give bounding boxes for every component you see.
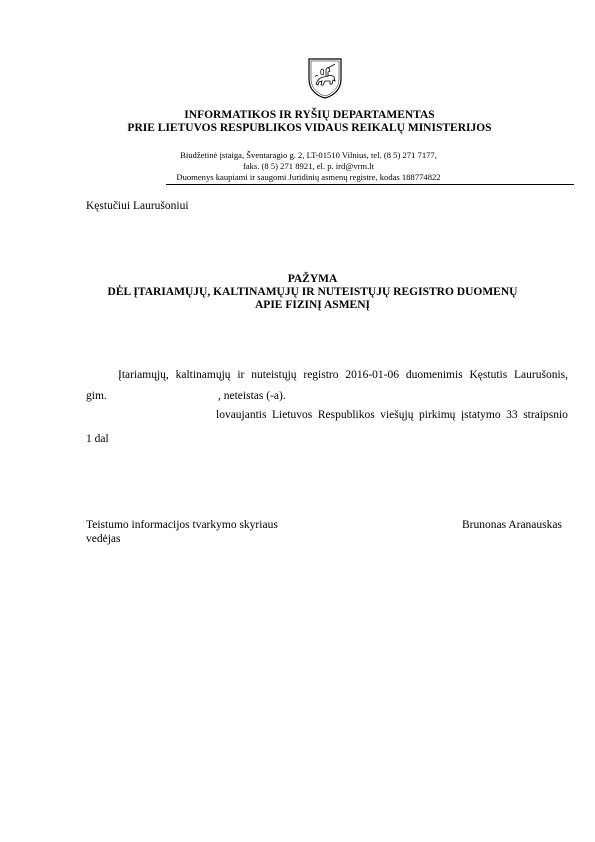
department-name-line2: PRIE LIETUVOS RESPUBLIKOS VIDAUS REIKALŲ MINISTERIJOS (127, 122, 492, 134)
header-divider (166, 184, 574, 185)
signatory-position-line1: Teistumo informacijos tvarkymo skyriaus (86, 519, 278, 531)
document-subtitle-line1: DĖL ĮTARIAMŲJŲ, KALTINAMŲJŲ IR NUTEISTŲJŲ REGISTRO DUOMENŲ (107, 286, 518, 298)
body-paragraph-line2-start: gim. (86, 390, 107, 402)
document-subtitle-line2: APIE FIZINĮ ASMENĮ (254, 299, 371, 311)
body-paragraph-line1: Įtariamųjų, kaltinamųjų ir nuteistųjų registro 2016-01-06 duomenimis Kęstutis Laurušonis, (118, 369, 568, 381)
signatory-position-line2: vedėjas (86, 533, 121, 545)
lithuanian-coat-of-arms-icon (307, 57, 343, 99)
registry-info-line: Duomenys kaupiami ir saugomi Juridinių asmenų registre, kodas 188774822 (176, 172, 441, 182)
address-line2: faks. (8 5) 271 8921, el. p. ird@vrm.lt (242, 161, 375, 171)
recipient-name: Kęstučiui Laurušoniui (86, 200, 189, 212)
signatory-name: Brunonas Aranauskas (462, 519, 562, 531)
body-paragraph-line3: lovaujantis Lietuvos Respublikos viešųjų pirkimų įstatymo 33 straipsnio (216, 409, 568, 421)
department-name-line1: INFORMATIKOS IR RYŠIŲ DEPARTAMENTAS (184, 109, 435, 121)
address-line1: Biudžetinė įstaiga, Šventaragio g. 2, LT-01510 Vilnius, tel. (8 5) 271 7177, (180, 150, 437, 160)
document-title: PAŽYMA (287, 273, 338, 285)
body-paragraph-line4: 1 dal (86, 433, 109, 445)
body-paragraph-line2-end: , neteistas (-a). (218, 390, 286, 402)
